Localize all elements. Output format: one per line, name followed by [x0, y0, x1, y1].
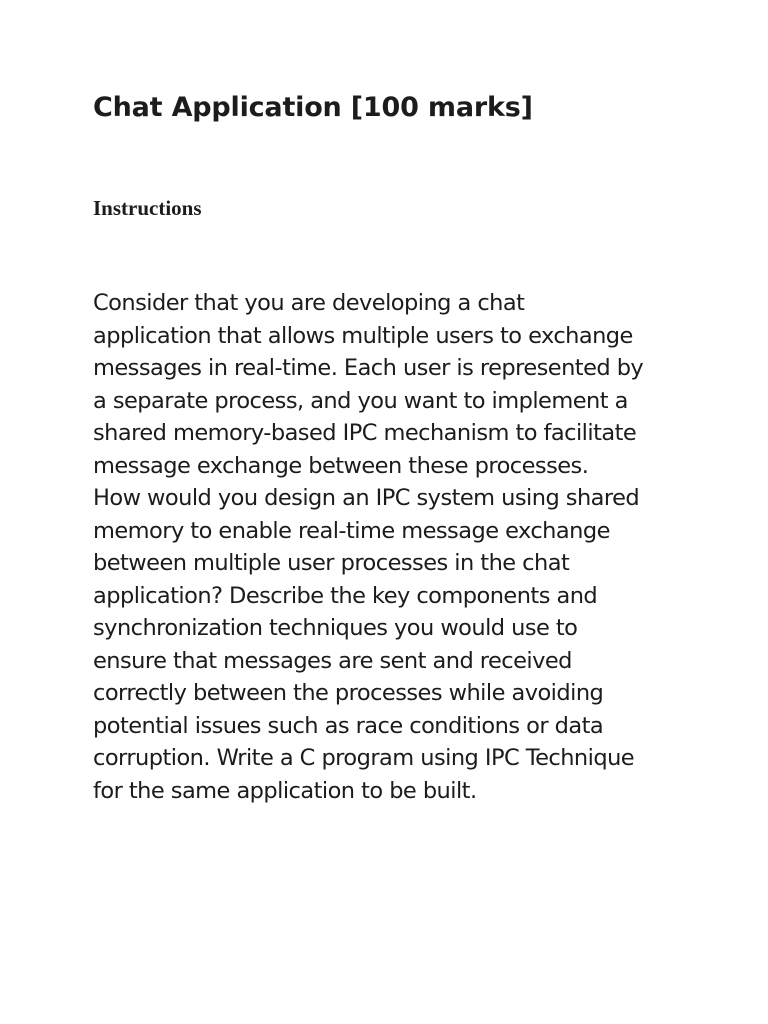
- body-line: for the same application to be built.: [93, 777, 477, 804]
- body-line: a separate process, and you want to implement a: [93, 387, 628, 414]
- body-line: between multiple user processes in the chat: [93, 550, 570, 576]
- body-line: application? Describe the key components and: [93, 582, 598, 609]
- body-line: ensure that messages are sent and received: [93, 647, 572, 674]
- body-line: corruption. Write a C program using IPC Technique: [93, 745, 635, 771]
- body-line: application that allows multiple users to exchange: [93, 322, 633, 349]
- instructions-body: [93, 287, 693, 807]
- body-line: message exchange between these processes.: [93, 452, 589, 479]
- body-line: How would you design an IPC system using shared: [93, 485, 640, 511]
- body-line: potential issues such as race conditions or data: [93, 712, 604, 739]
- instructions-heading: Instructions: [93, 196, 202, 220]
- body-line: memory to enable real-time message exchange: [93, 517, 610, 544]
- body-line: Consider that you are developing a chat: [93, 290, 525, 316]
- body-line: correctly between the processes while avoiding: [93, 680, 604, 706]
- body-line: synchronization techniques you would use to: [93, 615, 578, 641]
- body-line: shared memory-based IPC mechanism to facilitate: [93, 420, 637, 446]
- page-title: Chat Application [100 marks]: [93, 92, 533, 123]
- body-line: messages in real-time. Each user is represented by: [93, 355, 644, 381]
